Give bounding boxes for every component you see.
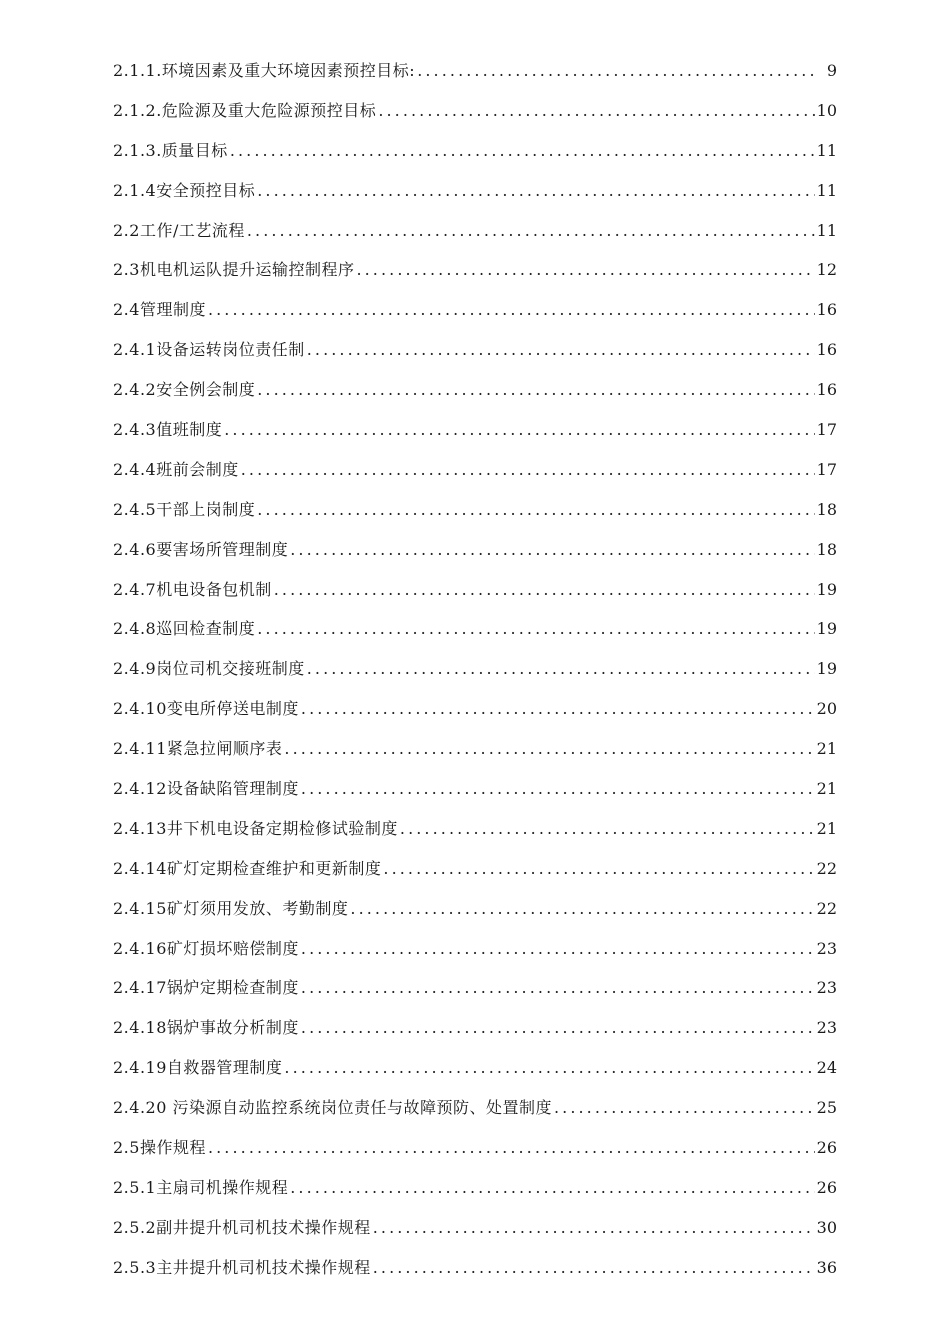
toc-entry[interactable]	[113, 968, 837, 1008]
toc-entry-page: 21	[816, 818, 837, 838]
toc-entry[interactable]	[113, 729, 837, 769]
toc-entry-page: 19	[816, 659, 837, 679]
toc-entry-page: 22	[816, 898, 837, 918]
toc-entry[interactable]	[113, 410, 837, 450]
table-of-contents	[113, 51, 837, 1288]
toc-entry-title: 2.4.16矿灯损坏赔偿制度	[113, 938, 299, 958]
toc-entry-page: 20	[816, 699, 837, 719]
toc-entry-page: 19	[816, 619, 837, 639]
toc-entry-title: 2.4管理制度	[113, 300, 206, 320]
toc-entry-page: 11	[816, 180, 837, 200]
toc-entry-page: 26	[816, 1138, 837, 1158]
toc-entry-page: 22	[816, 858, 837, 878]
toc-entry[interactable]	[113, 490, 837, 530]
toc-dot-leader	[417, 51, 817, 91]
toc-dot-leader	[290, 1168, 814, 1208]
toc-entry-title: 2.3机电机运队提升运输控制程序	[113, 260, 355, 280]
toc-entry-title: 2.4.9岗位司机交接班制度	[113, 659, 305, 679]
toc-entry[interactable]	[113, 171, 837, 211]
toc-dot-leader	[274, 570, 815, 610]
toc-entry[interactable]	[113, 889, 837, 929]
toc-entry[interactable]	[113, 530, 837, 570]
toc-entry-title: 2.5.3主井提升机司机技术操作规程	[113, 1257, 371, 1277]
toc-entry-title: 2.4.18锅炉事故分析制度	[113, 1018, 299, 1038]
toc-entry[interactable]	[113, 131, 837, 171]
toc-entry-page: 23	[816, 1018, 837, 1038]
toc-entry-title: 2.4.14矿灯定期检查维护和更新制度	[113, 858, 382, 878]
toc-entry[interactable]	[113, 51, 837, 91]
toc-entry[interactable]	[113, 1168, 837, 1208]
toc-entry-page: 21	[816, 779, 837, 799]
toc-dot-leader	[301, 689, 815, 729]
toc-entry-title: 2.4.3值班制度	[113, 420, 223, 440]
toc-entry-page: 21	[816, 739, 837, 759]
toc-entry-title: 2.1.3.质量目标	[113, 140, 228, 160]
toc-entry-title: 2.4.11紧急拉闸顺序表	[113, 739, 283, 759]
toc-entry-page: 12	[816, 260, 837, 280]
toc-dot-leader	[208, 1128, 815, 1168]
toc-entry-page: 10	[816, 100, 837, 120]
toc-entry-page: 18	[816, 539, 837, 559]
toc-entry-title: 2.4.13井下机电设备定期检修试验制度	[113, 818, 398, 838]
toc-entry-page: 16	[816, 340, 837, 360]
toc-entry[interactable]	[113, 1008, 837, 1048]
toc-entry[interactable]	[113, 290, 837, 330]
toc-entry-page: 11	[816, 140, 837, 160]
toc-entry-page: 23	[816, 978, 837, 998]
toc-entry-page: 16	[816, 380, 837, 400]
toc-dot-leader	[208, 290, 815, 330]
toc-dot-leader	[257, 609, 814, 649]
toc-dot-leader	[383, 849, 814, 889]
toc-entry[interactable]	[113, 929, 837, 969]
toc-entry-page: 30	[816, 1217, 837, 1237]
toc-entry[interactable]	[113, 91, 837, 131]
toc-entry-title: 2.1.4安全预控目标	[113, 180, 256, 200]
toc-entry-page: 36	[816, 1257, 837, 1277]
toc-dot-leader	[554, 1088, 815, 1128]
toc-entry[interactable]	[113, 689, 837, 729]
toc-entry-title: 2.4.1设备运转岗位责任制	[113, 340, 305, 360]
toc-entry[interactable]	[113, 211, 837, 251]
toc-dot-leader	[307, 330, 815, 370]
toc-dot-leader	[301, 1008, 815, 1048]
toc-dot-leader	[247, 211, 815, 251]
toc-entry-page: 11	[816, 220, 837, 240]
toc-dot-leader	[224, 410, 814, 450]
toc-entry[interactable]	[113, 570, 837, 610]
toc-entry-page: 18	[816, 499, 837, 519]
toc-entry[interactable]	[113, 250, 837, 290]
toc-entry-title: 2.5.2副井提升机司机技术操作规程	[113, 1217, 371, 1237]
toc-dot-leader	[257, 370, 814, 410]
toc-entry-title: 2.2工作/工艺流程	[113, 220, 245, 240]
toc-entry-page: 23	[816, 938, 837, 958]
toc-entry[interactable]	[113, 1208, 837, 1248]
toc-dot-leader	[400, 809, 815, 849]
toc-entry-page: 26	[816, 1177, 837, 1197]
toc-entry-page: 19	[816, 579, 837, 599]
toc-entry-page: 25	[816, 1098, 837, 1118]
toc-entry-title: 2.4.15矿灯须用发放、考勤制度	[113, 898, 349, 918]
toc-entry-title: 2.4.7机电设备包机制	[113, 579, 272, 599]
toc-dot-leader	[284, 729, 814, 769]
toc-dot-leader	[230, 131, 815, 171]
toc-dot-leader	[373, 1248, 815, 1288]
toc-entry[interactable]	[113, 370, 837, 410]
toc-dot-leader	[378, 91, 814, 131]
toc-entry[interactable]	[113, 1248, 837, 1288]
toc-dot-leader	[350, 889, 814, 929]
toc-entry[interactable]	[113, 1048, 837, 1088]
toc-entry-title: 2.5.1主扇司机操作规程	[113, 1177, 289, 1197]
toc-entry[interactable]	[113, 649, 837, 689]
toc-entry-page: 16	[816, 300, 837, 320]
toc-entry[interactable]	[113, 809, 837, 849]
toc-entry-title: 2.1.1.环境因素及重大环境因素预控目标:	[113, 61, 416, 80]
toc-dot-leader	[301, 769, 815, 809]
toc-entry-title: 2.5操作规程	[113, 1138, 206, 1158]
toc-entry-title: 2.4.6要害场所管理制度	[113, 539, 289, 559]
toc-dot-leader	[356, 250, 814, 290]
toc-dot-leader	[301, 929, 815, 969]
toc-dot-leader	[257, 490, 814, 530]
toc-dot-leader	[241, 450, 815, 490]
toc-entry-title: 2.4.2安全例会制度	[113, 380, 256, 400]
toc-entry-title: 2.4.17锅炉定期检查制度	[113, 978, 299, 998]
toc-entry-page: 9	[826, 61, 837, 80]
toc-entry-title: 2.4.12设备缺陷管理制度	[113, 779, 299, 799]
toc-entry-title: 2.4.4班前会制度	[113, 459, 239, 479]
toc-entry[interactable]	[113, 769, 837, 809]
toc-entry[interactable]	[113, 450, 837, 490]
toc-entry-title: 2.4.19自救器管理制度	[113, 1058, 283, 1078]
toc-dot-leader	[257, 171, 814, 211]
toc-entry[interactable]	[113, 609, 837, 649]
toc-dot-leader	[373, 1208, 815, 1248]
toc-entry-title: 2.1.2.危险源及重大危险源预控目标	[113, 100, 377, 120]
toc-entry-title: 2.4.5干部上岗制度	[113, 499, 256, 519]
toc-entry-page: 17	[816, 459, 837, 479]
toc-entry[interactable]	[113, 1128, 837, 1168]
toc-dot-leader	[290, 530, 814, 570]
toc-entry[interactable]	[113, 330, 837, 370]
toc-entry-page: 17	[816, 420, 837, 440]
toc-dot-leader	[307, 649, 815, 689]
toc-entry[interactable]	[113, 849, 837, 889]
toc-entry[interactable]	[113, 1088, 837, 1128]
toc-dot-leader	[284, 1048, 814, 1088]
toc-dot-leader	[301, 968, 815, 1008]
toc-entry-title: 2.4.10变电所停送电制度	[113, 699, 299, 719]
toc-entry-title: 2.4.20 污染源自动监控系统岗位责任与故障预防、处置制度	[113, 1098, 552, 1118]
toc-entry-title: 2.4.8巡回检查制度	[113, 619, 256, 639]
toc-entry-page: 24	[816, 1058, 837, 1078]
